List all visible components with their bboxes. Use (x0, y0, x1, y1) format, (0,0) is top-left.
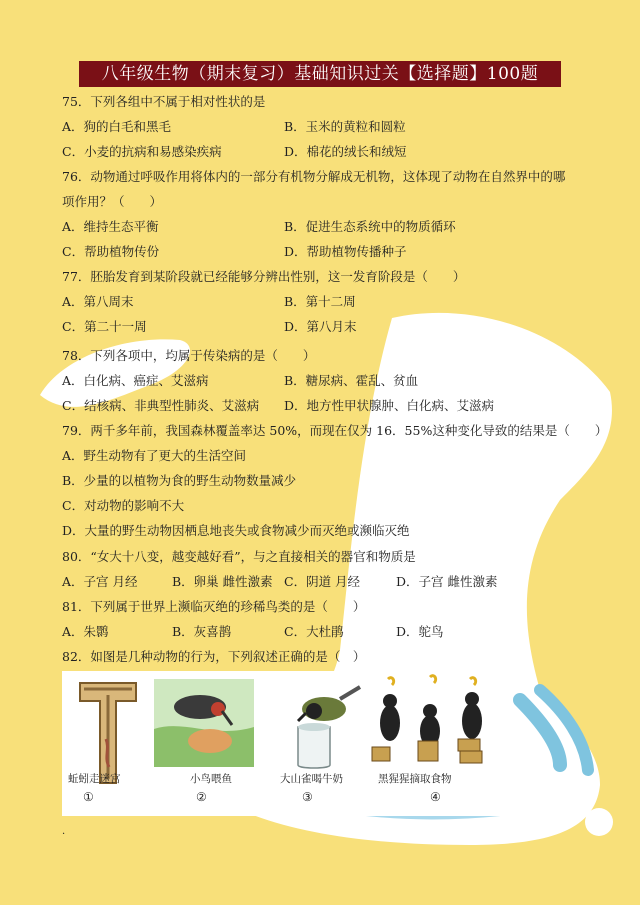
option-81-c: C．大杜鹃 (284, 624, 344, 639)
option-79-b: B．少量的以植物为食的野生动物数量减少 (62, 473, 297, 488)
question-81: 81．下列属于世界上濒临灭绝的珍稀鸟类的是（ ） (62, 599, 366, 614)
option-75-a: A．狗的白毛和黑毛 (62, 119, 172, 134)
figure-number-3: ③ (302, 790, 313, 804)
option-76-b: B．促进生态系统中的物质循环 (284, 219, 456, 234)
white-splash-dot-small (585, 808, 613, 836)
option-76-c: C．帮助植物传份 (62, 244, 160, 259)
option-76-a: A．维持生态平衡 (62, 219, 159, 234)
bird-feeding-fish-illustration (154, 679, 254, 767)
caption-4: 黑猩猩摘取食物 (378, 773, 452, 785)
chimpanzee-food-illustration (368, 671, 498, 769)
question-77: 77．胚胎发育到某阶段就已经能够分辨出性别，这一发育阶段是（ ） (62, 269, 466, 284)
option-75-c: C．小麦的抗病和易感染疾病 (62, 144, 222, 159)
figure-number-4: ④ (430, 790, 441, 804)
question-80: 80．“女大十八变，越变越好看”，与之直接相关的器官和物质是 (62, 549, 416, 564)
question-78: 78．下列各项中，均属于传染病的是（ ） (62, 348, 316, 363)
option-75-d: D．棉花的绒长和绒短 (284, 144, 407, 159)
option-77-c: C．第二十一周 (62, 319, 147, 334)
question-79: 79．两千多年前，我国森林覆盖率达 50%，而现在仅为 16．55%这种变化导致的结果是（ ） (62, 423, 608, 438)
option-77-b: B．第十二周 (284, 294, 356, 309)
option-78-c: C．结核病、非典型性肺炎、艾滋病 (62, 398, 260, 413)
option-81-b: B．灰喜鹊 (172, 624, 232, 639)
option-79-a: A．野生动物有了更大的生活空间 (62, 448, 247, 463)
option-80-b: B．卵巢 雌性激素 (172, 574, 273, 589)
question-82: 82．如图是几种动物的行为，下列叙述正确的是（ ） (62, 649, 366, 664)
caption-3: 大山雀喝牛奶 (280, 773, 343, 785)
option-79-c: C．对动物的影响不大 (62, 498, 185, 513)
option-80-d: D．子宫 雌性激素 (396, 574, 498, 589)
option-76-d: D．帮助植物传播种子 (284, 244, 407, 259)
caption-1: 蚯蚓走迷宫 (68, 773, 121, 785)
option-77-d: D．第八月末 (284, 319, 357, 334)
option-78-b: B．糖尿病、霍乱、贫血 (284, 373, 419, 388)
option-80-a: A．子宫 月经 (62, 574, 138, 589)
trailing-mark: . (62, 826, 66, 837)
option-80-c: C．阴道 月经 (284, 574, 361, 589)
great-tit-milk-illustration (284, 681, 364, 771)
white-splash-dot (561, 383, 605, 427)
animal-behavior-figure (62, 671, 508, 816)
figure-number-2: ② (196, 790, 207, 804)
question-75: 75．下列各组中不属于相对性状的是 (62, 94, 266, 109)
question-76-cont: 项作用？（ ） (62, 194, 163, 209)
option-77-a: A．第八周末 (62, 294, 134, 309)
option-81-a: A．朱鹮 (62, 624, 109, 639)
option-81-d: D．鸵鸟 (396, 624, 444, 639)
page-title: 八年级生物（期末复习）基础知识过关【选择题】100题 (79, 61, 561, 87)
figure-number-1: ① (83, 790, 94, 804)
option-79-d: D．大量的野生动物因栖息地丧失或食物减少而灭绝或濒临灭绝 (62, 523, 410, 538)
option-75-b: B．玉米的黄粒和圆粒 (284, 119, 406, 134)
option-78-d: D．地方性甲状腺肿、白化病、艾滋病 (284, 398, 495, 413)
question-76: 76．动物通过呼吸作用将体内的一部分有机物分解成无机物，这体现了动物在自然界中的哪 (62, 169, 566, 184)
caption-2: 小鸟喂鱼 (190, 773, 232, 785)
option-78-a: A．白化病、癌症、艾滋病 (62, 373, 209, 388)
